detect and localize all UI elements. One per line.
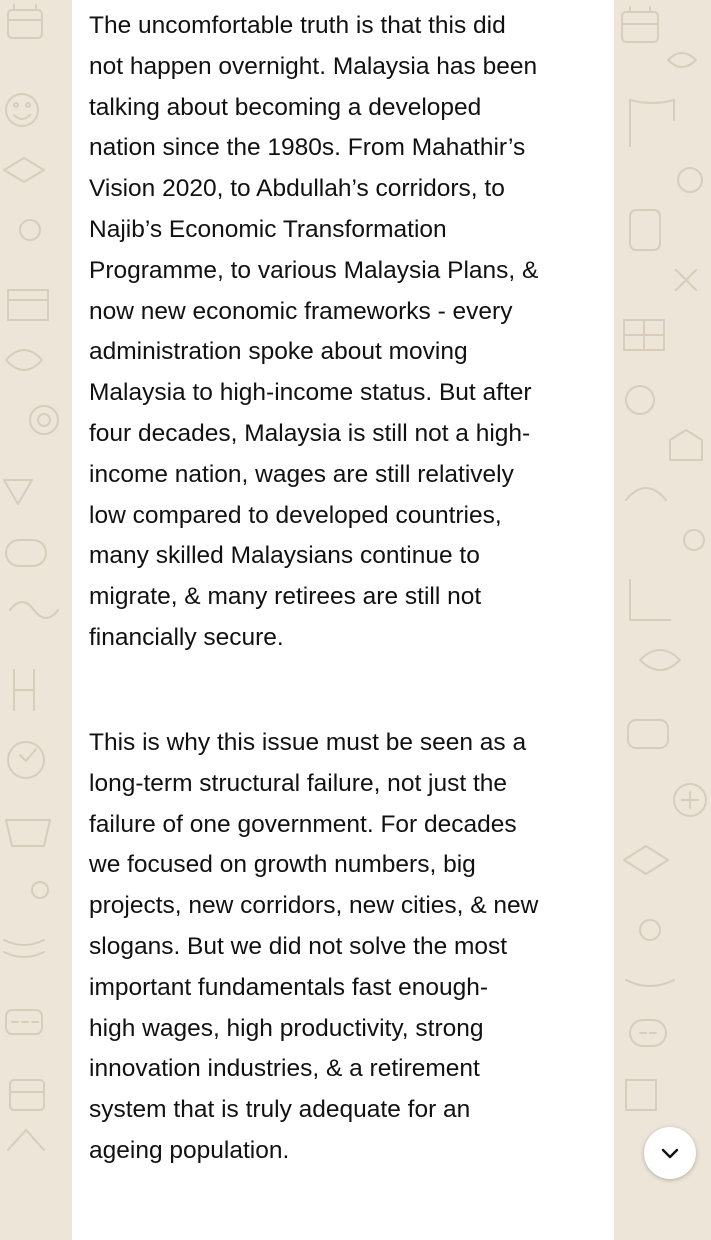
message-bubble[interactable] (72, 0, 614, 1240)
chevron-down-icon (658, 1141, 682, 1165)
message-paragraph: The uncomfortable truth is that this did not happen overnight. Malaysia has been talking about becoming a developed nation since the 1980s. From Mahathir’s Vision 2020, to Abdullah’s corridors, to Najib’s Economic Transformation Programme, to various Malaysia Plans, & now new economic frameworks - every administration spoke about moving Malaysia to high-income status. But after four decades, Malaysia is still not a high- income nation, wages are still relatively low compared to developed countries, many skilled Malaysians continue to migrate, & many retirees are still not financially secure. (89, 12, 539, 651)
scroll-to-bottom-button[interactable] (644, 1127, 696, 1179)
message-paragraph: This is why this issue must be seen as a long-term structural failure, not just the failure of one government. For decades we focused on growth numbers, big projects, new corridors, new cities, & new slogans. But we did not solve the most important fundamentals fast enough- high wages, high productivity, strong innovation industries, & a retirement system that is truly adequate for an ageing population. (89, 729, 539, 1164)
